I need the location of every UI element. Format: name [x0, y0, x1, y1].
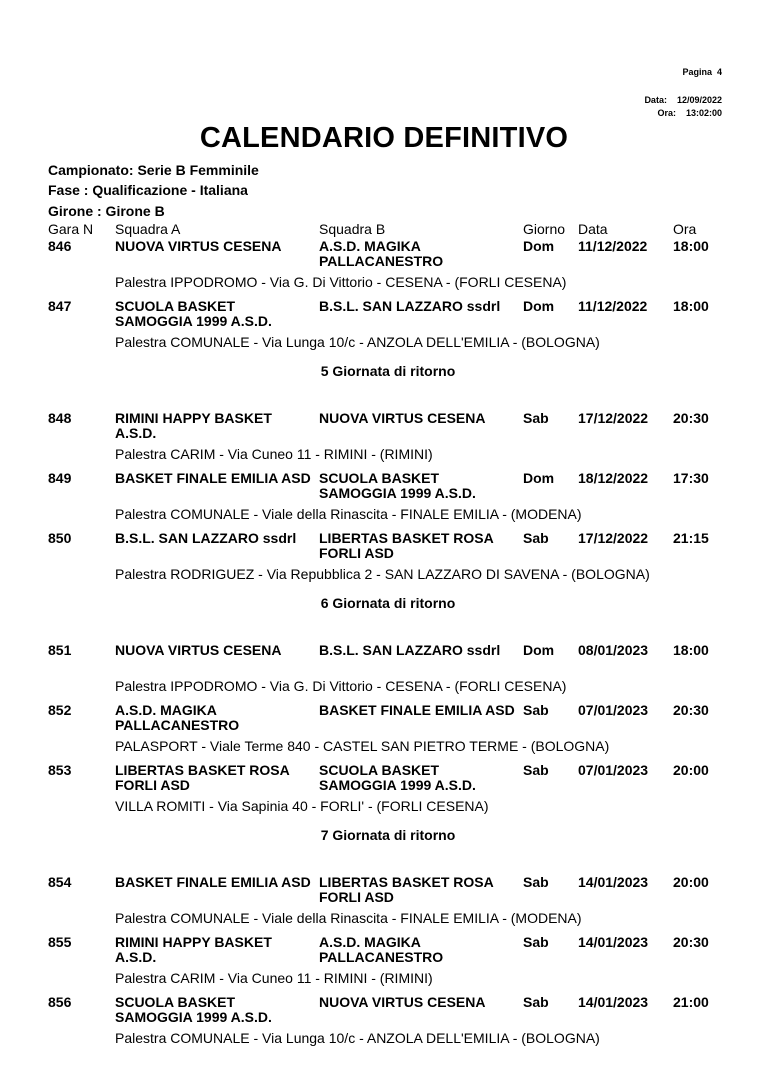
team-a: LIBERTAS BASKET ROSA FORLI ASD	[115, 762, 290, 793]
match-time: 20:30	[673, 410, 709, 426]
match-number: 848	[48, 410, 72, 426]
match-line	[48, 641, 728, 679]
match-row	[48, 993, 728, 1053]
match-number: 850	[48, 530, 72, 546]
col-num: Gara N	[48, 221, 94, 237]
col-day: Giorno	[523, 221, 566, 237]
match-row	[48, 409, 728, 469]
match-day: Sab	[523, 934, 549, 950]
match-line	[48, 761, 728, 799]
date-label: Data:	[644, 95, 667, 105]
venue: Palestra RODRIGUEZ - Via Repubblica 2 - SAN LAZZARO DI SAVENA - (BOLOGNA)	[115, 566, 650, 582]
match-row	[48, 933, 728, 993]
team-b: B.S.L. SAN LAZZARO ssdrl	[319, 298, 501, 314]
venue: PALASPORT - Viale Terme 840 - CASTEL SAN PIETRO TERME - (BOLOGNA)	[115, 738, 610, 754]
match-date: 08/01/2023	[578, 642, 649, 658]
round-header	[48, 589, 728, 641]
match-time: 18:00	[673, 298, 709, 314]
match-number: 853	[48, 762, 72, 778]
time-value: 13:02:00	[685, 108, 722, 118]
match-time: 20:00	[673, 762, 709, 778]
match-date: 17/12/2022	[578, 410, 649, 426]
team-a: A.S.D. MAGIKA PALLACANESTRO	[115, 702, 240, 733]
team-b: SCUOLA BASKET SAMOGGIA 1999 A.S.D.	[319, 470, 476, 501]
match-day: Dom	[523, 238, 555, 254]
match-line	[48, 297, 728, 335]
team-b: BASKET FINALE EMILIA ASD	[319, 702, 515, 718]
team-a: NUOVA VIRTUS CESENA	[115, 238, 282, 254]
match-time: 20:30	[673, 702, 709, 718]
venue: Palestra COMUNALE - Viale della Rinascita - FINALE EMILIA - (MODENA)	[115, 910, 582, 926]
match-day: Sab	[523, 874, 549, 890]
match-day: Sab	[523, 410, 549, 426]
team-b: NUOVA VIRTUS CESENA	[319, 410, 486, 426]
venue: VILLA ROMITI - Via Sapinia 40 - FORLI' - (FORLI CESENA)	[115, 798, 489, 814]
team-b: LIBERTAS BASKET ROSA FORLI ASD	[319, 530, 494, 561]
team-a: NUOVA VIRTUS CESENA	[115, 642, 282, 658]
team-b: A.S.D. MAGIKA PALLACANESTRO	[319, 238, 444, 269]
match-day: Sab	[523, 762, 549, 778]
venue: Palestra COMUNALE - Via Lunga 10/c - ANZOLA DELL'EMILIA - (BOLOGNA)	[115, 334, 600, 350]
match-date: 18/12/2022	[578, 470, 649, 486]
match-time: 17:30	[673, 470, 709, 486]
column-header	[48, 221, 728, 237]
match-date: 11/12/2022	[578, 298, 648, 314]
round-title: 7 Giornata di ritorno	[320, 827, 456, 843]
match-date: 11/12/2022	[578, 238, 648, 254]
match-number: 852	[48, 702, 72, 718]
match-row	[48, 529, 728, 589]
match-number: 856	[48, 994, 72, 1010]
match-time: 20:00	[673, 874, 709, 890]
match-line	[48, 993, 728, 1031]
match-number: 851	[48, 642, 72, 658]
date-value: 12/09/2022	[676, 95, 722, 105]
team-a: SCUOLA BASKET SAMOGGIA 1999 A.S.D.	[115, 994, 272, 1025]
match-day: Dom	[523, 298, 555, 314]
match-row	[48, 701, 728, 761]
page-title: CALENDARIO DEFINITIVO	[199, 122, 569, 154]
match-day: Sab	[523, 994, 549, 1010]
time-label: Ora:	[657, 108, 676, 118]
match-line	[48, 469, 728, 507]
round-header	[48, 821, 728, 873]
match-date: 07/01/2023	[578, 762, 649, 778]
venue: Palestra COMUNALE - Viale della Rinascita - FINALE EMILIA - (MODENA)	[115, 506, 582, 522]
page-indicator	[682, 66, 722, 79]
team-a: BASKET FINALE EMILIA ASD	[115, 470, 311, 486]
match-number: 855	[48, 934, 72, 950]
match-time: 21:00	[673, 994, 709, 1010]
match-day: Dom	[523, 470, 555, 486]
team-a: SCUOLA BASKET SAMOGGIA 1999 A.S.D.	[115, 298, 272, 329]
print-timestamp	[644, 94, 722, 120]
team-a: B.S.L. SAN LAZZARO ssdrl	[115, 530, 297, 546]
match-row	[48, 761, 728, 821]
championship-info: Campionato: Serie B Femminile	[48, 162, 259, 178]
round-title: 5 Giornata di ritorno	[320, 363, 456, 379]
match-row	[48, 237, 728, 297]
match-line	[48, 933, 728, 971]
match-row	[48, 469, 728, 529]
col-team-a: Squadra A	[115, 221, 181, 237]
match-number: 847	[48, 298, 72, 314]
col-time: Ora	[673, 221, 697, 237]
page-number: 4	[716, 67, 722, 77]
match-date: 14/01/2023	[578, 874, 649, 890]
col-team-b: Squadra B	[319, 221, 386, 237]
match-time: 18:00	[673, 642, 709, 658]
team-b: LIBERTAS BASKET ROSA FORLI ASD	[319, 874, 494, 905]
team-a: RIMINI HAPPY BASKET A.S.D.	[115, 934, 272, 965]
match-day: Sab	[523, 530, 549, 546]
venue: Palestra CARIM - Via Cuneo 11 - RIMINI - (RIMINI)	[115, 446, 433, 462]
match-date: 07/01/2023	[578, 702, 649, 718]
match-number: 846	[48, 238, 72, 254]
venue: Palestra CARIM - Via Cuneo 11 - RIMINI - (RIMINI)	[115, 970, 433, 986]
col-date: Data	[578, 221, 608, 237]
team-b: A.S.D. MAGIKA PALLACANESTRO	[319, 934, 444, 965]
team-a: BASKET FINALE EMILIA ASD	[115, 874, 311, 890]
round-title: 6 Giornata di ritorno	[320, 595, 456, 611]
page-label: Pagina	[682, 67, 712, 77]
match-day: Sab	[523, 702, 549, 718]
team-b: NUOVA VIRTUS CESENA	[319, 994, 486, 1010]
match-row	[48, 641, 728, 701]
match-line	[48, 701, 728, 739]
match-time: 21:15	[673, 530, 709, 546]
match-number: 854	[48, 874, 72, 890]
team-b: B.S.L. SAN LAZZARO ssdrl	[319, 642, 501, 658]
match-line	[48, 529, 728, 567]
match-list	[48, 237, 728, 1053]
match-line	[48, 873, 728, 911]
match-line	[48, 237, 728, 275]
venue: Palestra IPPODROMO - Via G. Di Vittorio - CESENA - (FORLI CESENA)	[115, 678, 567, 694]
match-date: 14/01/2023	[578, 934, 649, 950]
phase-info: Fase : Qualificazione - Italiana	[48, 182, 248, 198]
match-day: Dom	[523, 642, 555, 658]
venue: Palestra COMUNALE - Via Lunga 10/c - ANZOLA DELL'EMILIA - (BOLOGNA)	[115, 1030, 600, 1046]
group-info: Girone : Girone B	[48, 203, 165, 219]
venue: Palestra IPPODROMO - Via G. Di Vittorio - CESENA - (FORLI CESENA)	[115, 274, 567, 290]
match-date: 17/12/2022	[578, 530, 649, 546]
team-b: SCUOLA BASKET SAMOGGIA 1999 A.S.D.	[319, 762, 476, 793]
match-time: 20:30	[673, 934, 709, 950]
round-header	[48, 357, 728, 409]
match-number: 849	[48, 470, 72, 486]
match-row	[48, 297, 728, 357]
team-a: RIMINI HAPPY BASKET A.S.D.	[115, 410, 272, 441]
match-line	[48, 409, 728, 447]
match-date: 14/01/2023	[578, 994, 649, 1010]
match-time: 18:00	[673, 238, 709, 254]
match-row	[48, 873, 728, 933]
